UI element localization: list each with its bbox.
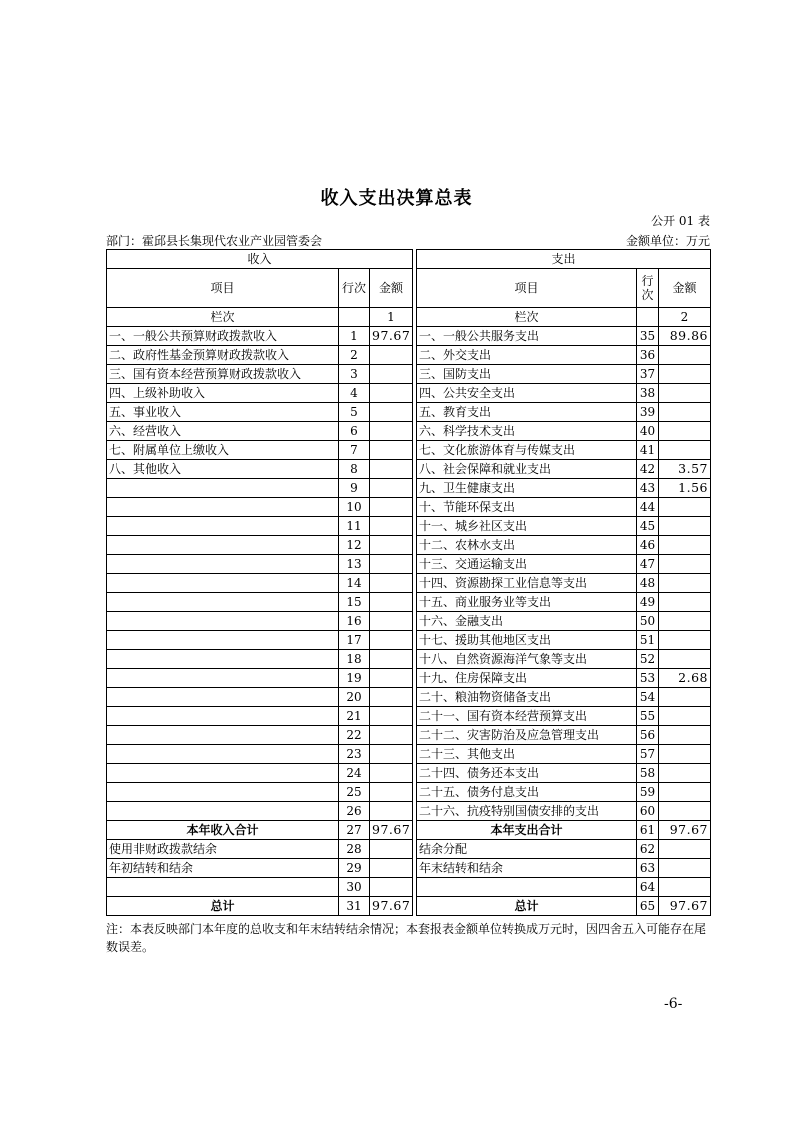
expense-line-header: 行次	[637, 269, 659, 308]
income-item	[107, 479, 339, 498]
expense-item: 三、国防支出	[417, 365, 637, 384]
table-row	[107, 498, 711, 517]
income-amount	[370, 403, 413, 422]
income-amount	[370, 650, 413, 669]
income-line-no: 27	[339, 821, 370, 840]
expense-amount	[659, 802, 711, 821]
table-row	[107, 555, 711, 574]
department-label: 部门：霍邱县长集现代农业产业园管委会	[106, 234, 323, 248]
table-row	[107, 707, 711, 726]
table-row	[107, 897, 711, 916]
table-row	[107, 859, 711, 878]
income-amount	[370, 517, 413, 536]
expense-line-no: 51	[637, 631, 659, 650]
header-row-columns	[107, 269, 711, 308]
expense-item: 十四、资源勘探工业信息等支出	[417, 574, 637, 593]
expense-amount	[659, 536, 711, 555]
expense-amount	[659, 859, 711, 878]
expense-line-no: 59	[637, 783, 659, 802]
expense-line-no: 49	[637, 593, 659, 612]
income-item	[107, 802, 339, 821]
expense-item: 总计	[417, 897, 637, 916]
income-item: 总计	[107, 897, 339, 916]
income-amount	[370, 555, 413, 574]
income-item	[107, 745, 339, 764]
expense-item: 七、文化旅游体育与传媒支出	[417, 441, 637, 460]
expense-item: 二十五、债务付息支出	[417, 783, 637, 802]
expense-amount	[659, 384, 711, 403]
expense-column-label: 栏次	[417, 308, 637, 327]
expense-item: 二十六、抗疫特别国债安排的支出	[417, 802, 637, 821]
expense-line-no: 39	[637, 403, 659, 422]
income-amount	[370, 574, 413, 593]
header-row-sections	[107, 250, 711, 269]
expense-line-no: 53	[637, 669, 659, 688]
table-row	[107, 745, 711, 764]
income-item	[107, 726, 339, 745]
table-row	[107, 327, 711, 346]
income-amount	[370, 859, 413, 878]
column-index-row	[107, 308, 711, 327]
income-amount: 97.67	[370, 821, 413, 840]
table-row	[107, 631, 711, 650]
expense-amount	[659, 783, 711, 802]
income-amount	[370, 688, 413, 707]
income-amount	[370, 783, 413, 802]
table-row	[107, 460, 711, 479]
income-amount	[370, 840, 413, 859]
table-row	[107, 726, 711, 745]
income-item: 本年收入合计	[107, 821, 339, 840]
income-amount: 97.67	[370, 897, 413, 916]
expense-line-no: 42	[637, 460, 659, 479]
expense-line-no: 46	[637, 536, 659, 555]
income-line-no: 18	[339, 650, 370, 669]
income-line-no: 2	[339, 346, 370, 365]
income-amount	[370, 422, 413, 441]
income-item: 使用非财政拨款结余	[107, 840, 339, 859]
table-row	[107, 593, 711, 612]
table-row	[107, 365, 711, 384]
income-line-no: 20	[339, 688, 370, 707]
expense-line-no: 48	[637, 574, 659, 593]
income-line-no: 9	[339, 479, 370, 498]
income-line-no: 13	[339, 555, 370, 574]
income-amount	[370, 498, 413, 517]
expense-item: 二十、粮油物资储备支出	[417, 688, 637, 707]
expense-item: 十七、援助其他地区支出	[417, 631, 637, 650]
income-line-no: 25	[339, 783, 370, 802]
table-row	[107, 821, 711, 840]
expense-amount: 3.57	[659, 460, 711, 479]
income-line-no: 28	[339, 840, 370, 859]
expense-amount: 89.86	[659, 327, 711, 346]
income-item: 二、政府性基金预算财政拨款收入	[107, 346, 339, 365]
expense-item: 二十二、灾害防治及应急管理支出	[417, 726, 637, 745]
expense-line-no: 55	[637, 707, 659, 726]
income-item	[107, 517, 339, 536]
expense-amount	[659, 441, 711, 460]
income-line-no: 17	[339, 631, 370, 650]
expense-line-no: 64	[637, 878, 659, 897]
income-item	[107, 536, 339, 555]
expense-amount: 97.67	[659, 821, 711, 840]
expense-line-no: 43	[637, 479, 659, 498]
table-row	[107, 441, 711, 460]
table-row	[107, 574, 711, 593]
expense-amount: 97.67	[659, 897, 711, 916]
income-amount	[370, 479, 413, 498]
income-amount	[370, 764, 413, 783]
expense-amount	[659, 612, 711, 631]
expense-item-header: 项目	[417, 269, 637, 308]
expense-item: 十六、金融支出	[417, 612, 637, 631]
expense-amount	[659, 346, 711, 365]
income-item	[107, 593, 339, 612]
income-item	[107, 707, 339, 726]
table-row	[107, 802, 711, 821]
income-item	[107, 650, 339, 669]
expense-item: 结余分配	[417, 840, 637, 859]
income-column-label: 栏次	[107, 308, 339, 327]
table-row	[107, 650, 711, 669]
expense-line-no: 60	[637, 802, 659, 821]
expense-line-no: 47	[637, 555, 659, 574]
expense-item: 二、外交支出	[417, 346, 637, 365]
expense-item: 一、一般公共服务支出	[417, 327, 637, 346]
income-line-no: 19	[339, 669, 370, 688]
expense-item: 本年支出合计	[417, 821, 637, 840]
table-row	[107, 422, 711, 441]
expense-amount	[659, 517, 711, 536]
unit-label: 金额单位：万元	[625, 234, 710, 248]
income-amount	[370, 631, 413, 650]
expense-item: 年末结转和结余	[417, 859, 637, 878]
expense-amount	[659, 764, 711, 783]
income-amount	[370, 726, 413, 745]
income-item	[107, 631, 339, 650]
income-item: 四、上级补助收入	[107, 384, 339, 403]
income-amount	[370, 745, 413, 764]
income-item	[107, 498, 339, 517]
income-amount	[370, 365, 413, 384]
income-line-no: 11	[339, 517, 370, 536]
income-item	[107, 878, 339, 897]
table-row	[107, 612, 711, 631]
income-amount	[370, 384, 413, 403]
table-row	[107, 669, 711, 688]
expense-amount	[659, 555, 711, 574]
expense-line-no: 54	[637, 688, 659, 707]
expense-line-no: 37	[637, 365, 659, 384]
expense-item: 十三、交通运输支出	[417, 555, 637, 574]
expense-amount	[659, 574, 711, 593]
expense-item: 四、公共安全支出	[417, 384, 637, 403]
income-amount	[370, 441, 413, 460]
income-amount: 97.67	[370, 327, 413, 346]
expense-line-no: 45	[637, 517, 659, 536]
expense-amount	[659, 422, 711, 441]
expense-item: 十八、自然资源海洋气象等支出	[417, 650, 637, 669]
expense-item	[417, 878, 637, 897]
income-line-no: 4	[339, 384, 370, 403]
expense-item: 二十四、债务还本支出	[417, 764, 637, 783]
income-amount-header: 金额	[370, 269, 413, 308]
expense-amount: 1.56	[659, 479, 711, 498]
income-line-no: 21	[339, 707, 370, 726]
expense-line-no: 63	[637, 859, 659, 878]
expense-amount	[659, 365, 711, 384]
income-item: 七、附属单位上缴收入	[107, 441, 339, 460]
income-amount	[370, 460, 413, 479]
income-line-no: 8	[339, 460, 370, 479]
expense-line-no: 65	[637, 897, 659, 916]
income-line-no: 1	[339, 327, 370, 346]
income-line-no: 26	[339, 802, 370, 821]
income-line-no: 31	[339, 897, 370, 916]
table-row	[107, 840, 711, 859]
income-amount	[370, 669, 413, 688]
expense-item: 六、科学技术支出	[417, 422, 637, 441]
income-line-no: 30	[339, 878, 370, 897]
expense-header: 支出	[417, 250, 711, 269]
income-item: 三、国有资本经营预算财政拨款收入	[107, 365, 339, 384]
table-row	[107, 384, 711, 403]
expense-line-no: 50	[637, 612, 659, 631]
income-item	[107, 764, 339, 783]
income-amount	[370, 593, 413, 612]
expense-line-no: 57	[637, 745, 659, 764]
income-amount	[370, 802, 413, 821]
table-row	[107, 783, 711, 802]
expense-amount	[659, 726, 711, 745]
page-title: 收入支出决算总表	[320, 188, 473, 209]
expense-amount	[659, 878, 711, 897]
income-amount	[370, 536, 413, 555]
expense-item: 十、节能环保支出	[417, 498, 637, 517]
income-item: 六、经营收入	[107, 422, 339, 441]
expense-amount	[659, 593, 711, 612]
budget-summary-table	[106, 249, 711, 916]
income-item	[107, 555, 339, 574]
income-line-no: 29	[339, 859, 370, 878]
income-header: 收入	[107, 250, 413, 269]
expense-line-no: 52	[637, 650, 659, 669]
expense-amount	[659, 403, 711, 422]
expense-item: 五、教育支出	[417, 403, 637, 422]
expense-amount: 2.68	[659, 669, 711, 688]
expense-line-no: 61	[637, 821, 659, 840]
page-number: -6-	[664, 996, 683, 1012]
income-item-header: 项目	[107, 269, 339, 308]
income-item	[107, 574, 339, 593]
expense-item: 十一、城乡社区支出	[417, 517, 637, 536]
expense-item: 九、卫生健康支出	[417, 479, 637, 498]
income-item: 年初结转和结余	[107, 859, 339, 878]
expense-amount	[659, 498, 711, 517]
expense-item: 八、社会保障和就业支出	[417, 460, 637, 479]
income-line-no: 16	[339, 612, 370, 631]
expense-line-no: 62	[637, 840, 659, 859]
expense-item: 十二、农林水支出	[417, 536, 637, 555]
expense-amount	[659, 707, 711, 726]
expense-line-no: 41	[637, 441, 659, 460]
income-line-no: 10	[339, 498, 370, 517]
income-line-header: 行次	[339, 269, 370, 308]
expense-line-no: 56	[637, 726, 659, 745]
table-row	[107, 764, 711, 783]
table-row	[107, 536, 711, 555]
expense-amount	[659, 631, 711, 650]
table-row	[107, 688, 711, 707]
income-line-no: 22	[339, 726, 370, 745]
expense-line-no: 40	[637, 422, 659, 441]
expense-item: 二十三、其他支出	[417, 745, 637, 764]
table-row	[107, 517, 711, 536]
expense-line-no: 44	[637, 498, 659, 517]
column-1-label: 1	[370, 308, 413, 327]
expense-item: 十五、商业服务业等支出	[417, 593, 637, 612]
column-2-label: 2	[659, 308, 711, 327]
income-item	[107, 783, 339, 802]
income-item	[107, 688, 339, 707]
table-row	[107, 479, 711, 498]
income-item: 八、其他收入	[107, 460, 339, 479]
income-item: 一、一般公共预算财政拨款收入	[107, 327, 339, 346]
expense-line-no: 35	[637, 327, 659, 346]
form-number: 公开 01 表	[651, 214, 710, 228]
expense-amount	[659, 650, 711, 669]
expense-amount	[659, 688, 711, 707]
income-line-no: 3	[339, 365, 370, 384]
income-line-no: 15	[339, 593, 370, 612]
income-amount	[370, 346, 413, 365]
table-row	[107, 346, 711, 365]
expense-line-no: 36	[637, 346, 659, 365]
table-row	[107, 878, 711, 897]
expense-amount-header: 金额	[659, 269, 711, 308]
table-row	[107, 403, 711, 422]
expense-line-no: 58	[637, 764, 659, 783]
income-amount	[370, 612, 413, 631]
expense-amount	[659, 840, 711, 859]
footnote: 注：本表反映部门本年度的总收支和年末结转结余情况；本套报表金额单位转换成万元时，因四舍五入可能存在尾数误差。	[106, 922, 707, 954]
income-line-no: 23	[339, 745, 370, 764]
income-line-no: 6	[339, 422, 370, 441]
income-item: 五、事业收入	[107, 403, 339, 422]
income-item	[107, 612, 339, 631]
income-line-no: 7	[339, 441, 370, 460]
expense-item: 十九、住房保障支出	[417, 669, 637, 688]
income-amount	[370, 878, 413, 897]
income-line-no: 14	[339, 574, 370, 593]
income-line-no: 24	[339, 764, 370, 783]
income-line-no: 5	[339, 403, 370, 422]
income-amount	[370, 707, 413, 726]
expense-amount	[659, 745, 711, 764]
income-line-no: 12	[339, 536, 370, 555]
income-item	[107, 669, 339, 688]
expense-line-no: 38	[637, 384, 659, 403]
expense-item: 二十一、国有资本经营预算支出	[417, 707, 637, 726]
